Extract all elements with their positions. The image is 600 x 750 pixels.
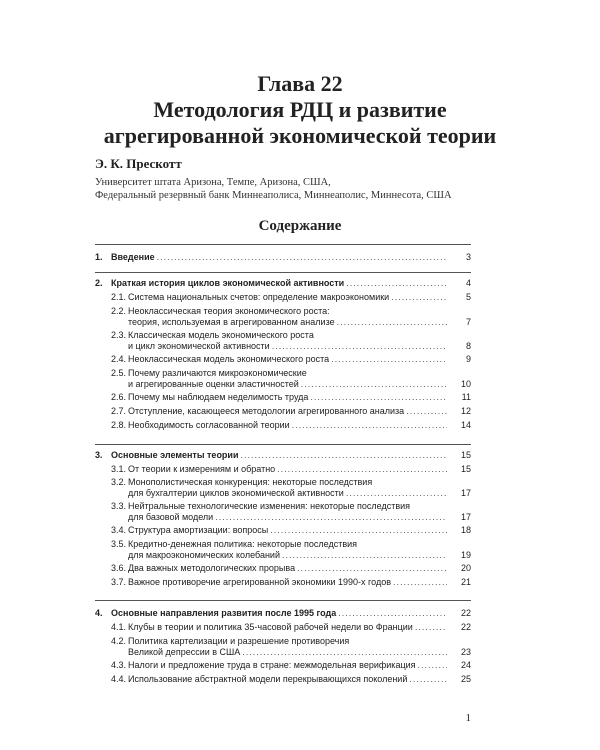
toc-subsection-entry[interactable]	[95, 292, 471, 303]
toc-entry-number: 3.3.	[111, 501, 127, 511]
toc-entry-title: Система национальных счетов: определение макроэкономики	[128, 292, 390, 302]
toc-entry-page: 10	[460, 379, 471, 389]
toc-subsection-entry[interactable]	[95, 577, 471, 588]
dot-leader	[415, 622, 447, 633]
dot-leader	[272, 341, 447, 352]
dot-leader	[301, 379, 447, 390]
toc-entry-title: Политика картелизации и разрешение противоречия	[128, 636, 350, 646]
toc-entry-title: Введение	[111, 252, 155, 262]
toc-entry-number: 1.	[95, 252, 103, 262]
dot-leader	[215, 512, 447, 523]
toc-entry-page: 17	[460, 512, 471, 522]
toc-entry-page: 19	[460, 550, 471, 560]
dot-leader	[241, 450, 448, 461]
toc-entry-title: для макроэкономических колебаний	[128, 550, 280, 560]
toc-entry-page: 12	[460, 406, 471, 416]
toc-subsection-entry[interactable]	[95, 501, 471, 523]
toc-entry-title: Неоклассическая модель экономического роста	[128, 354, 330, 364]
dot-leader	[270, 525, 447, 536]
toc-entry-title: Монополистическая конкуренция: некоторые последствия	[128, 477, 373, 487]
toc-subsection-entry[interactable]	[95, 330, 471, 352]
dot-leader	[418, 660, 447, 671]
toc-entry-page: 22	[460, 622, 471, 632]
toc-subsection-entry[interactable]	[95, 464, 471, 475]
toc-subsection-entry[interactable]	[95, 563, 471, 574]
toc-entry-title: Почему мы наблюдаем неделимость труда	[128, 392, 309, 402]
toc-entry-title: Классическая модель экономического роста	[128, 330, 314, 340]
dot-leader	[346, 278, 447, 289]
toc-entry-page: 15	[460, 464, 471, 474]
toc-entry-title: От теории к измерениям и обратно	[128, 464, 276, 474]
toc-entry-page: 22	[460, 608, 471, 618]
toc-entry-page: 15	[460, 450, 471, 460]
toc-entry-page: 20	[460, 563, 471, 573]
toc-entry-page: 25	[460, 674, 471, 684]
toc-title: Содержание	[258, 218, 342, 234]
toc-entry-page: 11	[461, 392, 471, 402]
chapter-number: Глава 22	[257, 71, 343, 96]
toc-entry-page: 8	[465, 341, 471, 351]
toc-entry-title: Кредитно-денежная политика: некоторые последствия	[128, 539, 358, 549]
toc-section-entry[interactable]	[95, 278, 471, 289]
toc-entry-title: Отступление, касающееся методологии агрегированного анализа	[128, 406, 405, 416]
section-rule	[95, 444, 471, 445]
toc-subsection-entry[interactable]	[95, 406, 471, 417]
toc-entry-number: 2.1.	[111, 292, 127, 302]
dot-leader	[157, 252, 447, 263]
section-rule	[95, 244, 471, 245]
chapter-title-line2: агрегированной экономической теории	[103, 123, 497, 148]
toc-entry-number: 4.2.	[111, 636, 127, 646]
toc-subsection-entry[interactable]	[95, 477, 471, 499]
toc-entry-page: 24	[460, 660, 471, 670]
toc-section-entry[interactable]	[95, 252, 471, 263]
toc-entry-title: для базовой модели	[128, 512, 214, 522]
dot-leader	[409, 674, 447, 685]
toc-entry-number: 2.3.	[111, 330, 127, 340]
dot-leader	[406, 406, 447, 417]
toc-entry-title: Два важных методологических прорыва	[128, 563, 296, 573]
toc-section-entry[interactable]	[95, 608, 471, 619]
dot-leader	[242, 647, 447, 658]
toc-entry-number: 4.	[95, 608, 103, 618]
toc-entry-number: 3.4.	[111, 525, 127, 535]
dot-leader	[337, 317, 447, 328]
toc-entry-number: 2.4.	[111, 354, 127, 364]
toc-entry-title: Налоги и предложение труда в стране: межмодельная верификация	[128, 660, 416, 670]
chapter-title-line1: Методология РДЦ и развитие	[153, 97, 447, 122]
toc-entry-page: 4	[465, 278, 471, 288]
dot-leader	[393, 577, 447, 588]
toc-entry-title: Важное противоречие агрегированной экономики 1990-х годов	[128, 577, 391, 587]
toc-entry-number: 3.2.	[111, 477, 127, 487]
toc-entry-title: Великой депрессии в США	[128, 647, 241, 657]
dot-leader	[310, 392, 447, 403]
dot-leader	[297, 563, 447, 574]
toc-entry-number: 2.	[95, 278, 103, 288]
toc-entry-number: 2.6.	[111, 392, 127, 402]
dot-leader	[292, 420, 447, 431]
toc-entry-number: 3.1.	[111, 464, 127, 474]
toc-entry-page: 14	[460, 420, 471, 430]
toc-entry-page: 3	[465, 252, 471, 262]
toc-subsection-entry[interactable]	[95, 525, 471, 536]
toc-entry-title: и агрегированные оценки эластичностей	[128, 379, 299, 389]
dot-leader	[391, 292, 447, 303]
toc-entry-page: 9	[465, 354, 471, 364]
toc-subsection-entry[interactable]	[95, 392, 471, 403]
toc-entry-number: 3.	[95, 450, 103, 460]
author-name: Э. К. Прескотт	[95, 156, 182, 171]
toc-entry-number: 2.2.	[111, 306, 127, 316]
toc-entry-title: Основные элементы теории	[111, 450, 239, 460]
author-affiliation-1: Университет штата Аризона, Темпе, Аризона, США,	[95, 177, 331, 188]
toc-subsection-entry[interactable]	[95, 420, 471, 431]
dot-leader	[277, 464, 447, 475]
dot-leader	[331, 354, 447, 365]
toc-entry-title: Краткая история циклов экономической активности	[111, 278, 345, 288]
toc-entry-number: 2.5.	[111, 368, 127, 378]
dot-leader	[282, 550, 447, 561]
toc-entry-number: 4.3.	[111, 660, 127, 670]
toc-entry-title: и цикл экономической активности	[128, 341, 270, 351]
toc-entry-number: 2.8.	[111, 420, 127, 430]
toc-subsection-entry[interactable]	[95, 622, 471, 633]
toc-entry-number: 3.5.	[111, 539, 127, 549]
toc-entry-page: 18	[460, 525, 471, 535]
toc-entry-page: 7	[465, 317, 471, 327]
section-rule	[95, 600, 471, 601]
toc-subsection-entry[interactable]	[95, 368, 471, 390]
page-number: 1	[465, 712, 471, 724]
toc-entry-page: 17	[460, 488, 471, 498]
toc-entry-number: 4.1.	[111, 622, 127, 632]
toc-entry-number: 4.4.	[111, 674, 127, 684]
toc-subsection-entry[interactable]	[95, 660, 471, 671]
toc-entry-title: Основные направления развития после 1995 года	[111, 608, 337, 618]
toc-entry-page: 5	[465, 292, 471, 302]
toc-entry-title: Клубы в теории и политика 35-часовой рабочей недели во Франции	[128, 622, 413, 632]
toc-entry-title: для бухгалтерии циклов экономической активности	[128, 488, 344, 498]
toc-entry-page: 23	[460, 647, 471, 657]
section-rule	[95, 272, 471, 273]
dot-leader	[338, 608, 447, 619]
toc-subsection-entry[interactable]	[95, 674, 471, 685]
toc-entry-title: Нейтральные технологические изменения: некоторые последствия	[128, 501, 411, 511]
toc-subsection-entry[interactable]	[95, 539, 471, 561]
toc-entry-title: Структура амортизации: вопросы	[128, 525, 269, 535]
toc-entry-title: Необходимость согласованной теории	[128, 420, 290, 430]
toc-subsection-entry[interactable]	[95, 354, 471, 365]
toc-entry-number: 3.6.	[111, 563, 127, 573]
toc-subsection-entry[interactable]	[95, 636, 471, 658]
toc-entry-title: Почему различаются микроэкономические	[128, 368, 307, 378]
toc-section-entry[interactable]	[95, 450, 471, 461]
toc-entry-title: Неоклассическая теория экономического роста:	[128, 306, 330, 316]
toc-entry-page: 21	[460, 577, 471, 587]
dot-leader	[346, 488, 447, 499]
toc-subsection-entry[interactable]	[95, 306, 471, 328]
toc-entry-title: теория, используемая в агрегированном анализе	[128, 317, 335, 327]
toc-entry-title: Использование абстрактной модели перекрывающихся поколений	[128, 674, 408, 684]
author-affiliation-2: Федеральный резервный банк Миннеаполиса, Миннеаполис, Миннесота, США	[95, 190, 452, 201]
toc-entry-number: 2.7.	[111, 406, 127, 416]
toc-entry-number: 3.7.	[111, 577, 127, 587]
